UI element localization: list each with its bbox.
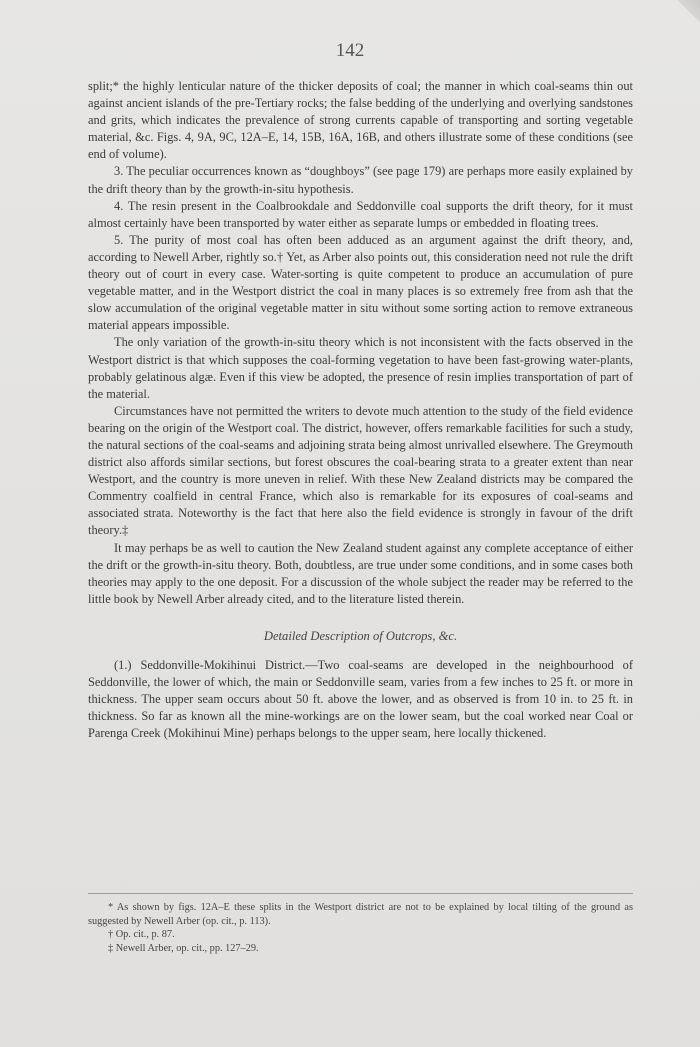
paragraph-resin: 4. The resin present in the Coalbrookdale and Seddonville coal supports the drift theory, for it must almost certainly have been transported by water either as separate lumps or embedded in floating trees.: [88, 198, 633, 230]
section-heading: Detailed Description of Outcrops, &c.: [263, 628, 458, 643]
paragraph-growth-in-situ: The only variation of the growth-in-situ theory which is not inconsistent with the facts observed in the Westport district is that which supposes the coal-forming vegetation to have been fast-growing water-plants, probably gelatinous algæ. Even if this view be adopted, the presence of resin implies transportation of part of the material.: [88, 335, 633, 401]
body-text: [88, 78, 633, 742]
footnote-1: * As shown by figs. 12A–E these splits in the Westport district are not to be explained by local tilting of the ground as suggested by Newell Arber (op. cit., p. 113).: [88, 902, 633, 927]
paragraph-purity: 5. The purity of most coal has often been adduced as an argument against the drift theory, and, according to Newell Arber, rightly so.† Yet, as Arber also points out, this consideration need not rule the drift theory out of court in every case. Water-sorting is quite competent to produce an accumulation of pure vegetable matter, and in the Westport district the coal in many places is so extremely free from ash that the slow accumulation of the original vegetable matter in situ without some sorting action to remove extraneous material appears impossible.: [88, 232, 633, 333]
paragraph-caution: It may perhaps be as well to caution the New Zealand student against any complete acceptance of either the drift or the growth-in-situ theory. Both, doubtless, are true under some conditions, and in some cases both theories may apply to the one deposit. For a discussion of the whole subject the reader may be referred to the little book by Newell Arber already cited, and to the literature listed therein.: [88, 540, 633, 606]
paragraph-seddonville: (1.) Seddonville-Mokihinui District.—Two coal-seams are developed in the neighbourhood of Seddonville, the lower of which, the main or Seddonville seam, varies from a few inches to 25 ft. or more in thickness. The upper seam occurs about 50 ft. above the lower, and as observed is from 10 in. to 25 ft. in thickness. So far as known all the mine-workings are on the lower seam, but the coal worked near Coal or Parenga Creek (Mokihinui Mine) perhaps belongs to the upper seam, here locally thickened.: [88, 658, 633, 741]
paragraph-circumstances: Circumstances have not permitted the writers to devote much attention to the study of the field evidence bearing on the origin of the Westport coal. The district, however, offers remarkable facilities for such a study, the natural sections of the coal-seams and adjoining strata being almost unrivalled elsewhere. The Greymouth district also affords similar sections, but forest obscures the coal-bearing strata to a greater extent than near Westport, and the country is more uneven in relief. With these New Zealand districts may be compared the Commentry coalfield in central France, which also is remarkable for its exposures of coal-seams and associated strata. Noteworthy is the fact that here also the field evidence is strongly in favour of the drift theory.‡: [88, 403, 633, 538]
footnote-2: † Op. cit., p. 87.: [108, 929, 175, 941]
footnote-3: ‡ Newell Arber, op. cit., pp. 127–29.: [108, 942, 259, 954]
page-number: 142: [335, 40, 365, 61]
footnote-divider: [88, 893, 633, 894]
paragraph-doughboys: 3. The peculiar occurrences known as “doughboys” (see page 179) are perhaps more easily explained by the drift theory than by the growth-in-situ hypothesis.: [88, 164, 633, 196]
paragraph-continuation: split;* the highly lenticular nature of the thicker deposits of coal; the manner in which coal-seams thin out against ancient islands of the pre-Tertiary rocks; the false bedding of the underlying and overlying sandstones and grits, which indicates the prevalence of strong currents capable of transporting and sorting vegetable material, &c. Figs. 4, 9A, 9C, 12A–E, 14, 15B, 16A, 16B, and others illustrate some of these conditions (see end of volume).: [88, 79, 633, 162]
footnotes: [88, 893, 633, 955]
page-corner-fold: [672, 0, 700, 22]
